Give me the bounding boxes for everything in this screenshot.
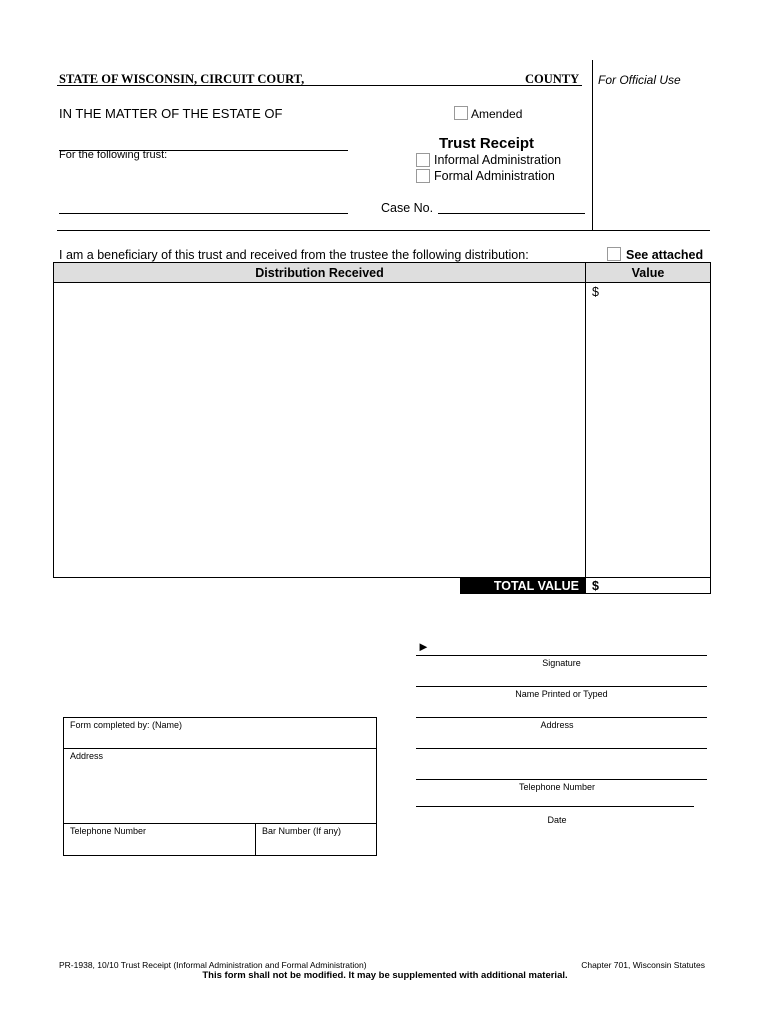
court-heading: STATE OF WISCONSIN, CIRCUIT COURT,	[59, 72, 305, 86]
distribution-received-header: Distribution Received	[54, 263, 585, 283]
trust-name-line[interactable]	[59, 213, 348, 214]
bar-number-label: Bar Number (If any)	[262, 826, 342, 836]
modification-notice: This form shall not be modified. It may be supplemented with additional material.	[202, 970, 568, 981]
preparer-telephone-label: Telephone Number	[70, 826, 147, 836]
signature-line[interactable]	[416, 655, 707, 656]
amended-checkbox[interactable]	[454, 106, 468, 120]
statute-reference: Chapter 701, Wisconsin Statutes	[581, 960, 705, 970]
caption-bottom-line	[57, 230, 593, 231]
see-attached-checkbox[interactable]	[607, 247, 621, 261]
preparer-address-bottom-line[interactable]	[63, 823, 377, 824]
following-trust-label: For the following trust:	[59, 149, 168, 161]
telephone-label: Telephone Number	[518, 782, 596, 792]
telephone-line[interactable]	[416, 779, 707, 780]
preparer-divider	[255, 823, 256, 856]
formal-administration-label: Formal Administration	[434, 169, 555, 183]
beneficiary-statement: I am a beneficiary of this trust and received from the trustee the following distribution:	[59, 248, 529, 262]
total-value-label: TOTAL VALUE	[460, 578, 585, 594]
preparer-address-label: Address	[70, 751, 104, 761]
distribution-received-field[interactable]	[54, 284, 584, 577]
form-id: PR-1938, 10/10 Trust Receipt (Informal Administration and Formal Administration)	[59, 960, 367, 970]
value-header: Value	[586, 263, 710, 283]
official-use-divider	[592, 60, 593, 230]
amended-label: Amended	[471, 107, 523, 121]
total-dollar-sign: $	[592, 579, 599, 593]
informal-administration-label: Informal Administration	[434, 153, 562, 167]
address-line-2[interactable]	[416, 748, 707, 749]
case-no-label: Case No.	[381, 201, 434, 215]
date-label: Date	[547, 815, 567, 825]
case-no-line[interactable]	[438, 213, 585, 214]
total-value-field[interactable]	[585, 578, 711, 594]
preparer-box-bottom	[63, 855, 377, 856]
date-line[interactable]	[416, 806, 694, 807]
completed-by-label: Form completed by: (Name)	[70, 720, 183, 730]
official-use-bottom-line	[592, 230, 710, 231]
name-printed-line[interactable]	[416, 686, 707, 687]
signature-label: Signature	[542, 658, 581, 668]
completed-by-line[interactable]	[63, 748, 377, 749]
value-field[interactable]	[586, 284, 710, 577]
official-use-label: For Official Use	[598, 73, 681, 87]
name-printed-label: Name Printed or Typed	[515, 689, 608, 699]
address-label: Address	[540, 720, 574, 730]
address-line[interactable]	[416, 717, 707, 718]
see-attached-label: See attached	[626, 248, 704, 262]
formal-administration-checkbox[interactable]	[416, 169, 430, 183]
value-dollar-sign: $	[592, 285, 599, 299]
signature-arrow-icon: ►	[417, 639, 430, 654]
court-county-line[interactable]	[57, 85, 582, 86]
form-title: Trust Receipt	[439, 135, 535, 152]
county-label: COUNTY	[525, 72, 580, 86]
informal-administration-checkbox[interactable]	[416, 153, 430, 167]
estate-of-label: IN THE MATTER OF THE ESTATE OF	[59, 106, 283, 121]
